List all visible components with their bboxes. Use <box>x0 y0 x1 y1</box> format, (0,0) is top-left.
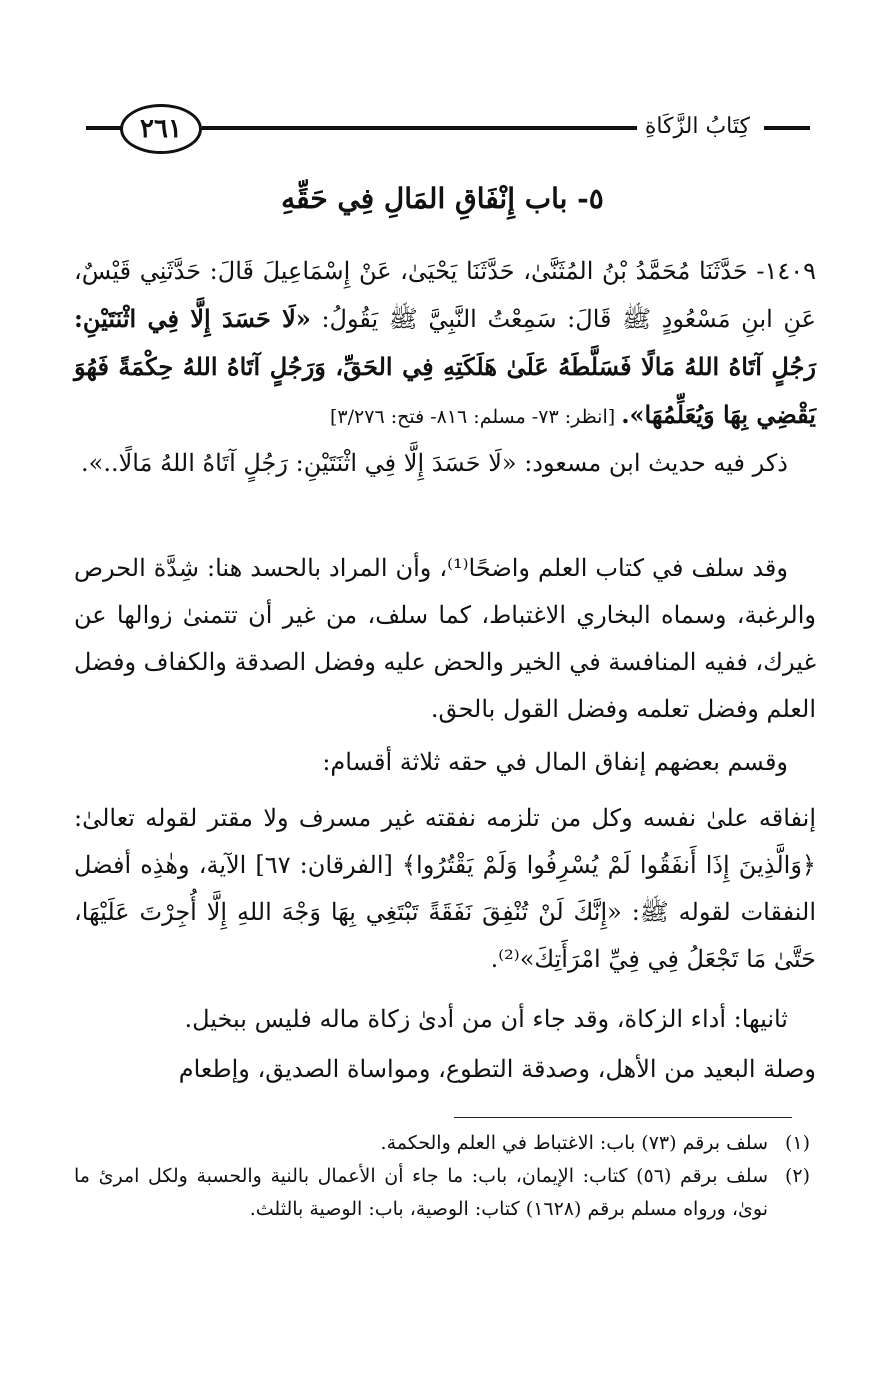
commentary-paragraph-6: وصلة البعيد من الأهل، وصدقة التطوع، ومواساة الصديق، وإطعام <box>178 1055 816 1083</box>
page-header <box>86 104 810 160</box>
hadith-isnad: ١٤٠٩- حَدَّثَنَا مُحَمَّدُ بْنُ المُثَنَّىٰ، حَدَّثَنَا يَحْيَىٰ، عَنْ إِسْمَاعِيلَ قَالَ: حَدَّثَنِي قَيْسٌ، عَنِ ابنِ مَسْعُودٍ ﷺ قَالَ: سَمِعْتُ النَّبِيَّ ﷺ يَقُولُ: <box>74 257 816 333</box>
running-title: كِتَابُ الزَّكَاةِ <box>637 114 758 139</box>
header-rule-left <box>86 126 122 130</box>
page-number-badge: ٢٦١ <box>120 104 202 154</box>
footnote-text: سلف برقم (٥٦) كتاب: الإيمان، باب: ما جاء أن الأعمال بالنية والحسبة ولكل امرئ ما نوىٰ، ورواه مسلم برقم (١٦٢٨) كتاب: الوصية، باب: الوصية بالثلث. <box>74 1165 768 1220</box>
hadith-matn: «لَا حَسَدَ إِلَّا فِي اثْنَتَيْنِ: رَجُلٍ آتَاهُ اللهُ مَالًا فَسَلَّطَهُ عَلَىٰ هَلَكَتِهِ فِي الحَقِّ، وَرَجُلٍ آتَاهُ اللهُ حِكْمَةً فَهُوَ يَقْضِي بِهَا وَيُعَلِّمُهَا». <box>74 304 816 429</box>
commentary-paragraph-3: وقسم بعضهم إنفاق المال في حقه ثلاثة أقسام: <box>322 748 788 776</box>
commentary-paragraph-4: إنفاقه علىٰ نفسه وكل من تلزمه نفقته غير مسرف ولا مقتر لقوله تعالىٰ: ﴿وَالَّذِينَ إِذَا أَنفَقُوا لَمْ يُسْرِفُوا وَلَمْ يَقْتُرُوا﴾ [الفرقان: ٦٧] الآية، وهٰذِه أفضل النفقات لقوله ﷺ: «إِنَّكَ لَنْ تُنْفِقَ نَفَقَةً تَبْتَغِي بِهَا وَجْهَ اللهِ إِلَّا أُجِرْتَ عَلَيْهَا، حَتَّىٰ مَا تَجْعَلُ فِي فِيِّ امْرَأَتِكَ»⁽²⁾. <box>74 804 816 973</box>
footnote-item <box>74 1127 810 1160</box>
chapter-title: ٥- باب إِنْفَاقِ المَالِ فِي حَقِّهِ <box>281 182 604 215</box>
footnote-marker: (١) <box>784 1132 810 1154</box>
hadith-text <box>74 248 816 441</box>
hadith-reference: [انظر: ٧٣- مسلم: ٨١٦- فتح: ٣/٢٧٦] <box>330 406 622 428</box>
header-rule-right <box>764 126 810 130</box>
footnotes-list <box>74 1127 810 1226</box>
commentary-paragraph-2: وقد سلف في كتاب العلم واضحًا⁽¹⁾، وأن المراد بالحسد هنا: شِدَّة الحرص والرغبة، وسماه البخاري الاغتباط، كما سلف، من غير أن تتمنىٰ زوالها عن غيرك، ففيه المنافسة في الخير والحض عليه وفضل الصدقة والكفاف وفضل العلم وفضل تعلمه وفضل القول بالحق. <box>74 554 816 723</box>
footnote-separator <box>454 1117 792 1118</box>
header-rule-middle <box>202 126 702 130</box>
footnote-text: سلف برقم (٧٣) باب: الاغتباط في العلم والحكمة. <box>380 1132 768 1154</box>
commentary-paragraph-5: ثانيها: أداء الزكاة، وقد جاء أن من أدىٰ زكاة ماله فليس ببخيل. <box>184 1005 788 1033</box>
footnote-item <box>74 1160 810 1226</box>
commentary-paragraph-1: ذكر فيه حديث ابن مسعود: «لَا حَسَدَ إِلَّا فِي اثْنَتَيْنِ: رَجُلٍ آتَاهُ اللهُ مَالًا..». <box>81 449 788 477</box>
footnote-marker: (٢) <box>784 1165 810 1187</box>
